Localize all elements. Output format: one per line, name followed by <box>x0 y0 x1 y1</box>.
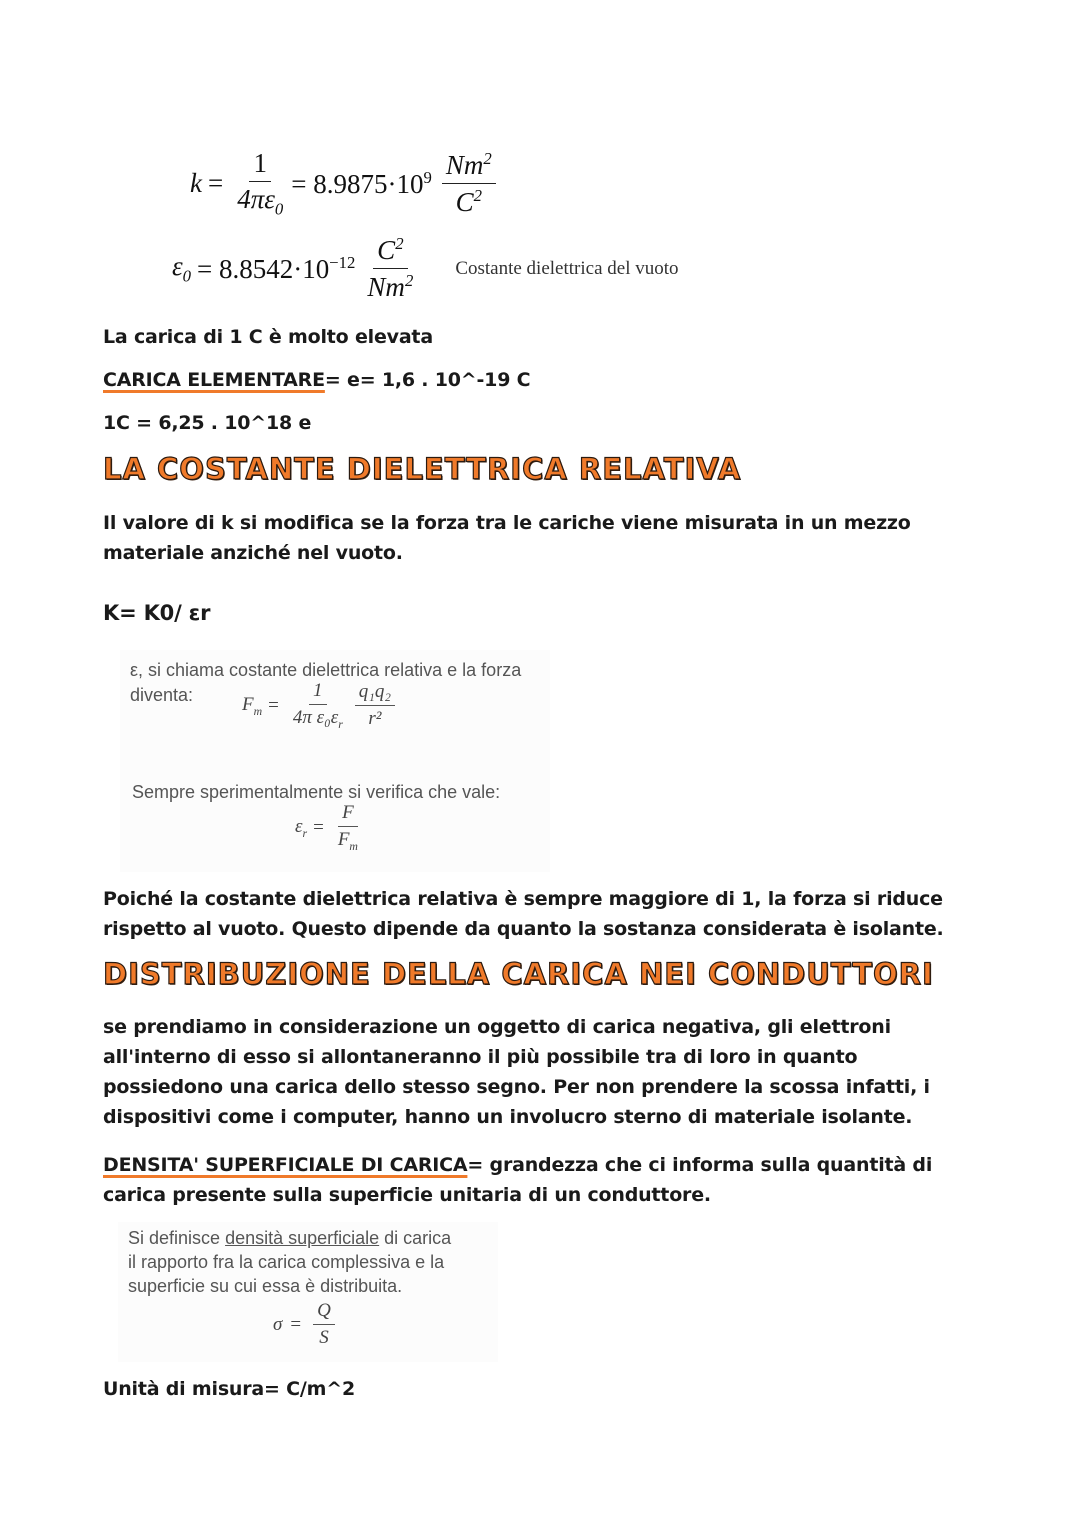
formula-k-unit-den: $C^2$ <box>455 186 482 218</box>
formula-k-lhs: k <box>190 168 202 199</box>
formula-k <box>190 148 500 219</box>
formula-eps0-unit <box>363 234 417 303</box>
formula-eps0-caption: Costante dielettrica del vuoto <box>455 257 679 279</box>
sigma-fraction <box>313 1300 335 1349</box>
formula-sigma <box>273 1300 339 1349</box>
formula-k-num: 1 <box>249 148 271 182</box>
formula-eps0 <box>172 234 679 303</box>
note-carica-elementare <box>103 369 530 391</box>
densita-superficiale-term: densità superficiale <box>225 1228 380 1248</box>
fm-num: 1 <box>309 680 327 705</box>
fm-equals: = <box>268 694 279 716</box>
carica-elementare-label: CARICA ELEMENTARE <box>103 369 325 391</box>
k-relative-formula: K= K0/ εr <box>103 601 211 625</box>
fm-q-fraction <box>355 681 395 730</box>
sigma-equals: = <box>290 1313 302 1335</box>
snippet-dielectric-line1: ε, si chiama costante dielettrica relativa e la forza <box>130 660 522 680</box>
snippet-densita <box>118 1222 498 1362</box>
er-equals: = <box>313 816 324 838</box>
snippet-densita-line3: superficie su cui essa è distribuita. <box>128 1276 403 1296</box>
heading-costante-dielettrica: LA COSTANTE DIELETTRICA RELATIVA <box>103 452 742 486</box>
formula-k-unit <box>442 149 496 218</box>
snippet-dielectric-line2: diventa: <box>130 685 194 705</box>
fm-fraction <box>289 680 347 732</box>
note-one-coulomb: 1C = 6,25 . 10^18 e <box>103 412 312 434</box>
formula-k-den: $4\pi\varepsilon_0$ <box>237 184 284 219</box>
sigma-den: S <box>319 1327 329 1348</box>
formula-eps0-unit-num: $C^2$ <box>373 234 407 269</box>
sigma-lhs: σ <box>273 1313 283 1335</box>
fm-q-den: r² <box>368 708 382 730</box>
densita-text: = grandezza che ci informa sulla quantità di carica presente sulla superficie unitaria di un conduttore. <box>103 1154 933 1206</box>
formula-k-fraction <box>233 148 287 219</box>
formula-k-unit-num: Nm$^2$ <box>442 149 496 184</box>
paragraph-k-varia: Il valore di k si modifica se la forza tra le cariche viene misurata in un mezzo materiale anziché nel vuoto. <box>103 512 911 564</box>
er-fraction <box>334 802 362 854</box>
carica-elementare-value: = e= 1,6 . 10^-19 C <box>324 369 531 391</box>
fm-q-num: q₁q₂ <box>355 681 395 706</box>
snippet-dielectric <box>120 650 550 872</box>
paragraph-forza-riduce: Poiché la costante dielettrica relativa è sempre maggiore di 1, la forza si riduce rispetto al vuoto. Questo dipende da quanto la sostanza considerata è isolante. <box>103 888 944 940</box>
formula-er <box>295 802 366 854</box>
snippet-dielectric-line3: Sempre sperimentalmente si verifica che vale: <box>132 782 501 802</box>
densita-label: DENSITA' SUPERFICIALE DI CARICA <box>103 1154 468 1176</box>
fm-den: 4π $\varepsilon_0\varepsilon_r$ <box>292 707 343 731</box>
er-num: F <box>338 802 358 827</box>
snippet-densita-line1: Si definisce densità superficiale di carica <box>128 1228 452 1248</box>
equals-sign: = <box>207 168 224 199</box>
formula-fm <box>242 680 399 732</box>
formula-eps0-unit-den: Nm$^2$ <box>367 271 414 302</box>
er-den: $F_m$ <box>337 829 358 853</box>
paragraph-densita <box>103 1150 973 1210</box>
snippet-densita-line2: il rapporto fra la carica complessiva e la <box>128 1252 445 1272</box>
fm-lhs: $F_m$ <box>242 693 263 718</box>
sigma-num: Q <box>313 1300 335 1325</box>
formula-eps0-lhs: $\varepsilon_0$ <box>172 250 192 286</box>
formula-eps0-value: = $8.8542\cdot 10^{-12}$ <box>197 252 356 284</box>
formula-k-value: = $8.9875\cdot 10^9$ <box>291 167 432 199</box>
heading-distribuzione-carica: DISTRIBUZIONE DELLA CARICA NEI CONDUTTORI <box>103 957 934 991</box>
paragraph-elettroni: se prendiamo in considerazione un oggetto di carica negativa, gli elettroni all'interno di esso si allontaneranno il più possibile tra di loro in quanto possiedono una carica dello stesso segno. Per non prendere la scossa infatti, i dispositivi come i computer, hanno un involucro sterno di materiale isolante. <box>103 1016 930 1128</box>
unita-misura: Unità di misura= C/m^2 <box>103 1378 356 1400</box>
er-lhs: $\varepsilon_r$ <box>295 815 308 840</box>
note-carica-1c: La carica di 1 C è molto elevata <box>103 326 433 348</box>
